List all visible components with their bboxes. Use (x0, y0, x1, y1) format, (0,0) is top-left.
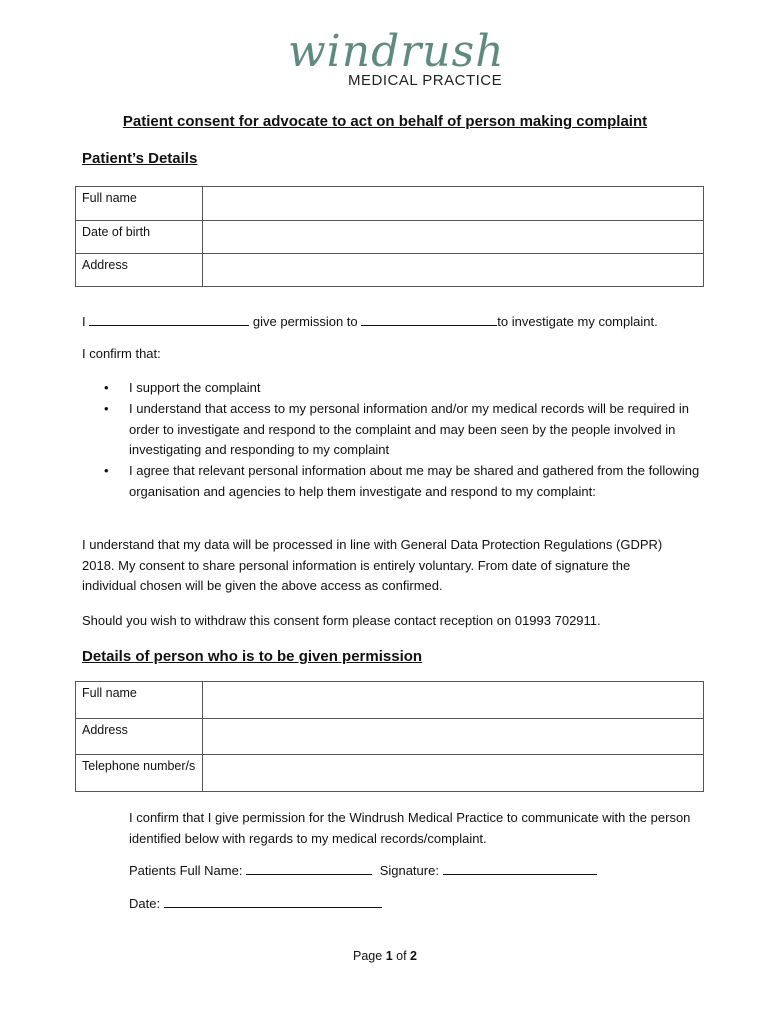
patient-full-name-label: Full name (76, 187, 203, 221)
date-label: Date: (129, 896, 161, 911)
signature-label: Signature: (379, 863, 439, 878)
patient-full-name-blank[interactable] (246, 862, 372, 875)
patient-full-name-field[interactable] (203, 187, 704, 221)
withdraw-paragraph: Should you wish to withdraw this consent form please contact reception on 01993 702911. (82, 613, 601, 628)
form-title: Patient consent for advocate to act on behalf of person making complaint (122, 113, 648, 130)
date-line (129, 894, 382, 915)
advocate-address-label: Address (76, 719, 203, 755)
footer-prefix: Page (353, 949, 386, 963)
advocate-name-blank[interactable] (361, 313, 497, 326)
confirmation-item: • I understand that access to my personal information and/or my medical records will be required in order to investigate and respond to the complaint and may been seen by the people involved in investigating and responding to my complaint (82, 399, 702, 461)
current-page-number: 1 (385, 949, 393, 963)
permission-suffix: to investigate my complaint. (497, 314, 658, 329)
patient-dob-label: Date of birth (76, 221, 203, 254)
patient-details-heading: Patient’s Details (82, 150, 198, 167)
gdpr-paragraph: I understand that my data will be processed in line with General Data Protection Regulations (GDPR) 2018. My consent to share personal information is entirely voluntary. From date of signature the individual chosen will be given the above access as confirmed. (82, 537, 663, 593)
advocate-details-heading: Details of person who is to be given permission (82, 648, 423, 665)
patient-full-name-label: Patients Full Name: (129, 863, 243, 878)
advocate-telephone-field[interactable] (203, 755, 704, 792)
signature-line (129, 861, 597, 882)
logo-subtitle: MEDICAL PRACTICE (348, 72, 503, 89)
total-page-number: 2 (410, 949, 417, 963)
signature-blank[interactable] (443, 862, 597, 875)
advocate-telephone-label: Telephone number/s (76, 755, 203, 792)
advocate-full-name-field[interactable] (203, 682, 704, 719)
patient-details-table (75, 186, 704, 287)
confirmation-list (82, 378, 702, 503)
practice-logo (288, 28, 508, 90)
confirmation-item: • I support the complaint (82, 378, 702, 399)
page-number-footer (0, 949, 770, 963)
permission-line (82, 313, 658, 331)
patient-address-field[interactable] (203, 254, 704, 287)
advocate-address-field[interactable] (203, 719, 704, 755)
patient-dob-field[interactable] (203, 221, 704, 254)
confirmation-item: • I agree that relevant personal information about me may be shared and gathered from the following organisation and agencies to help them investigate and respond to my complaint: (82, 461, 702, 503)
confirm-intro: I confirm that: (82, 346, 161, 361)
permission-middle: give permission to (252, 314, 358, 329)
advocate-full-name-label: Full name (76, 682, 203, 719)
advocate-details-table (75, 681, 704, 792)
patient-name-blank[interactable] (89, 313, 249, 326)
date-blank[interactable] (164, 895, 382, 908)
patient-address-label: Address (76, 254, 203, 287)
footer-middle: of (392, 949, 411, 963)
permission-prefix: I (82, 314, 86, 329)
communicate-paragraph: I confirm that I give permission for the Windrush Medical Practice to communicate with the person identified below with regards to my medical records/complaint. (129, 810, 691, 846)
logo-wordmark: windrush (288, 26, 505, 77)
